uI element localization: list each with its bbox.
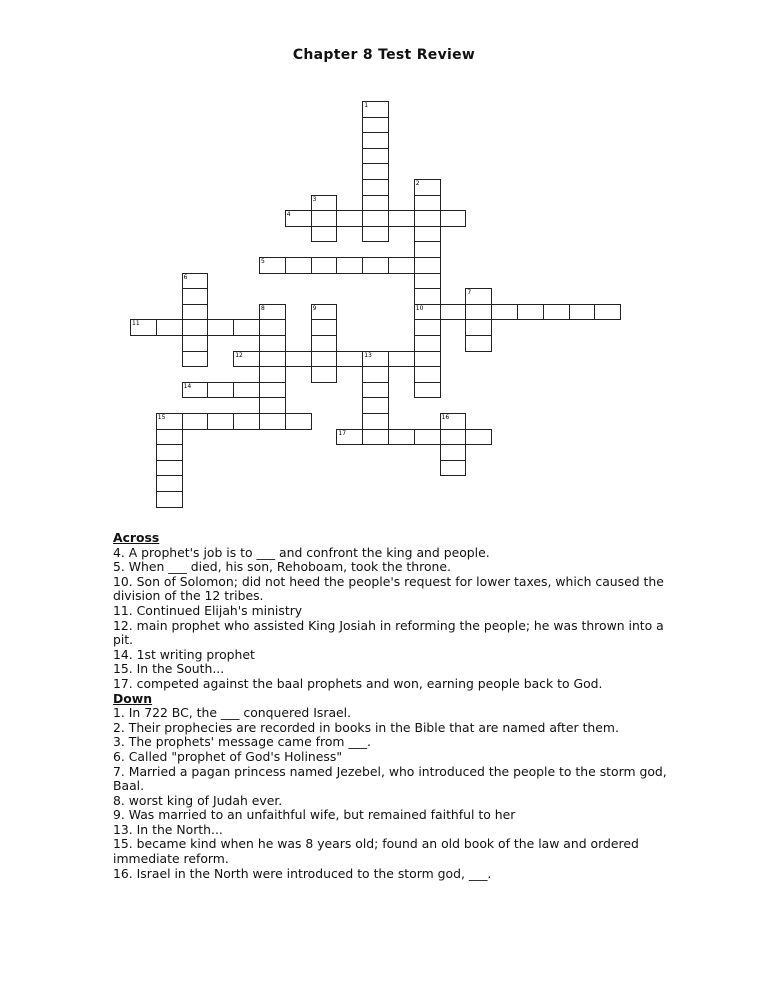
down-clue: 3. The prophets' message came from ___. [113,734,371,750]
grid-cell[interactable] [285,413,312,430]
grid-cell[interactable] [259,397,286,414]
down-clue: 1. In 722 BC, the ___ conquered Israel. [113,705,352,721]
grid-cell[interactable] [362,397,389,414]
grid-cell[interactable] [207,319,234,336]
grid-cell[interactable] [182,319,209,336]
grid-cell[interactable] [362,413,389,430]
across-clue: 5. When ___ died, his son, Rehoboam, took the throne. [113,559,451,575]
page-title: Chapter 8 Test Review [292,47,476,63]
grid-cell[interactable] [414,288,441,305]
grid-cell[interactable] [336,257,363,274]
grid-cell[interactable] [414,241,441,258]
grid-cell[interactable] [362,366,389,383]
grid-cell[interactable] [414,226,441,243]
grid-cell[interactable] [336,210,363,227]
grid-cell[interactable] [388,429,415,446]
across-clue: 12. main prophet who assisted King Josiah in reforming the people; he was thrown into a pit. [113,617,664,648]
grid-cell[interactable] [207,382,234,399]
grid-cell[interactable] [156,319,183,336]
grid-cell[interactable] [311,335,338,352]
clue-number: 16 [441,414,450,421]
grid-cell[interactable] [362,132,389,149]
grid-cell[interactable] [285,257,312,274]
grid-cell[interactable] [465,319,492,336]
grid-cell[interactable] [182,351,209,368]
grid-cell[interactable] [388,210,415,227]
across-clue: 15. In the South... [113,661,225,677]
grid-cell[interactable] [182,304,209,321]
clue-number: 7 [467,289,472,297]
grid-cell[interactable] [156,460,183,477]
clue-number: 1 [364,102,369,109]
grid-cell[interactable] [259,351,286,368]
across-clue: 14. 1st writing prophet [113,646,255,662]
clue-number: 5 [261,258,265,265]
grid-cell[interactable] [311,226,338,243]
grid-cell[interactable] [233,319,260,336]
grid-cell[interactable] [362,148,389,165]
grid-cell[interactable] [362,163,389,180]
grid-cell[interactable] [182,288,209,305]
grid-cell[interactable] [594,304,621,321]
across-heading: Across [113,530,160,545]
down-clue: 9. Was married to an unfaithful wife, but remained faithful to her [113,807,516,823]
grid-cell[interactable] [465,429,492,446]
clue-number: 4 [286,211,291,219]
grid-cell[interactable] [259,382,286,399]
grid-cell[interactable] [311,319,338,336]
clue-number: 3 [312,195,317,203]
grid-cell[interactable] [336,351,363,368]
clue-number: 8 [261,304,265,312]
grid-cell[interactable] [362,117,389,134]
grid-cell[interactable] [207,413,234,430]
grid-cell[interactable] [156,444,183,461]
grid-cell[interactable] [311,366,338,383]
grid-cell[interactable] [543,304,570,321]
clue-number: 10 [415,304,424,312]
grid-cell[interactable] [414,366,441,383]
grid-cell[interactable] [517,304,544,321]
grid-cell[interactable] [414,335,441,352]
grid-cell[interactable] [414,257,441,274]
grid-cell[interactable] [259,335,286,352]
across-clue: 4. A prophet's job is to ___ and confront the king and people. [113,544,490,560]
grid-cell[interactable] [156,475,183,492]
clue-number: 14 [183,382,192,390]
grid-cell[interactable] [362,179,389,196]
grid-cell[interactable] [388,351,415,368]
grid-cell[interactable] [440,304,467,321]
grid-cell[interactable] [465,304,492,321]
down-clue: 6. Called "prophet of God's Holiness" [113,748,343,764]
clue-list [113,531,673,881]
grid-cell[interactable] [440,429,467,446]
across-clue: 17. competed against the baal prophets and won, earning people back to God. [113,675,603,691]
clue-number: 12 [235,351,243,359]
clue-number: 15 [157,414,166,421]
clue-number: 17 [338,429,347,437]
grid-cell[interactable] [259,366,286,383]
grid-cell[interactable] [440,460,467,477]
grid-cell[interactable] [233,382,260,399]
grid-cell[interactable] [414,273,441,290]
clue-number: 2 [415,180,420,187]
grid-cell[interactable] [362,195,389,212]
grid-cell[interactable] [440,444,467,461]
down-clue: 8. worst king of Judah ever. [113,792,283,808]
grid-cell[interactable] [465,335,492,352]
grid-cell[interactable] [362,226,389,243]
clue-number: 6 [183,273,188,281]
grid-cell[interactable] [362,210,389,227]
across-clue: 10. Son of Solomon; did not heed the people's request for lower taxes, which caused the division of the 12 tribes. [113,573,664,604]
down-heading: Down [113,690,153,706]
grid-cell[interactable] [414,429,441,446]
grid-cell[interactable] [414,210,441,227]
across-clue: 11. Continued Elijah's ministry [113,602,303,618]
grid-cell[interactable] [311,257,338,274]
grid-cell[interactable] [414,351,441,368]
down-clue: 7. Married a pagan princess named Jezebel, who introduced the people to the storm god, Baal. [113,763,667,794]
grid-cell[interactable] [414,319,441,336]
clue-number: 9 [312,304,317,312]
grid-cell[interactable] [362,382,389,399]
grid-cell[interactable] [388,257,415,274]
grid-cell[interactable] [182,413,209,430]
grid-cell[interactable] [414,382,441,399]
grid-cell[interactable] [285,351,312,368]
grid-cell[interactable] [414,195,441,212]
grid-cell[interactable] [259,413,286,430]
grid-cell[interactable] [233,413,260,430]
down-clue: 2. Their prophecies are recorded in books in the Bible that are named after them. [113,719,619,735]
grid-cell[interactable] [156,429,183,446]
grid-cell[interactable] [362,429,389,446]
grid-cell[interactable] [569,304,596,321]
down-clue: 16. Israel in the North were introduced to the storm god, ___. [113,865,492,881]
grid-cell[interactable] [259,319,286,336]
grid-cell[interactable] [440,210,467,227]
grid-cell[interactable] [491,304,518,321]
clue-number: 11 [132,320,140,328]
grid-cell[interactable] [182,335,209,352]
grid-cell[interactable] [156,491,183,508]
down-clue: 15. became kind when he was 8 years old; found an old book of the law and ordered immediate reform. [113,836,639,867]
grid-cell[interactable] [362,257,389,274]
grid-cell[interactable] [311,351,338,368]
grid-cell[interactable] [311,210,338,227]
down-clue: 13. In the North... [113,821,223,837]
clue-number: 13 [364,351,372,359]
